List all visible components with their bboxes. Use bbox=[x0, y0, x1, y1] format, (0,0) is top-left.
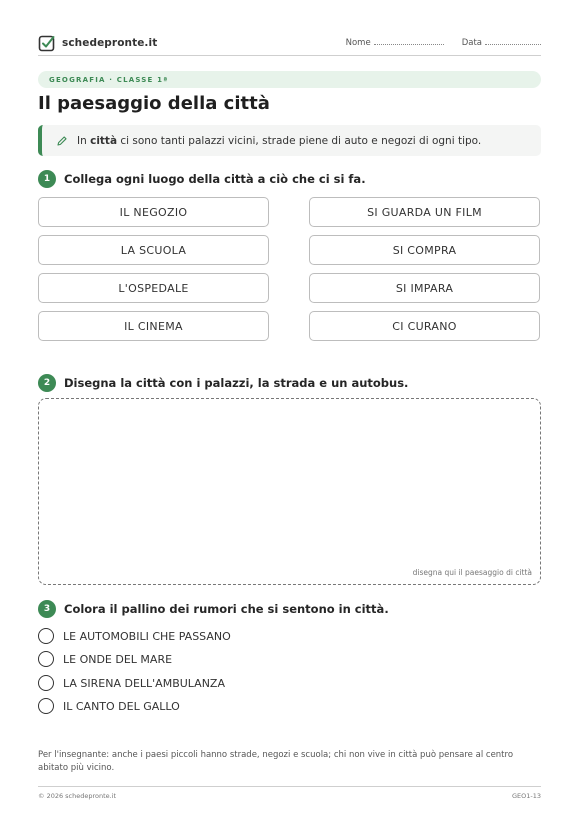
drawing-area[interactable] bbox=[38, 398, 541, 585]
page-footer bbox=[38, 786, 541, 800]
question-3-heading bbox=[38, 600, 389, 618]
date-label: Data bbox=[461, 38, 482, 48]
match-right-4[interactable]: CI CURANO bbox=[309, 311, 540, 341]
question-1-text: Collega ogni luogo della città a ciò che ci si fa. bbox=[64, 172, 366, 186]
question-2-heading bbox=[38, 374, 408, 392]
name-line bbox=[374, 37, 444, 45]
drawing-hint: disegna qui il paesaggio di città bbox=[412, 568, 532, 577]
option-label: IL CANTO DEL GALLO bbox=[63, 699, 180, 713]
question-1-heading bbox=[38, 170, 366, 188]
subject-badge: GEOGRAFIA · CLASSE 1ª bbox=[38, 71, 541, 88]
teacher-note: Per l'insegnante: anche i paesi piccoli hanno strade, negozi e scuola; chi non vive in città può pensare al centro abitato più vicino. bbox=[38, 750, 514, 773]
option-2[interactable] bbox=[38, 651, 172, 667]
question-1-number: 1 bbox=[38, 170, 56, 188]
option-circle[interactable] bbox=[38, 651, 54, 667]
brand-logo bbox=[38, 34, 157, 52]
name-label: Nome bbox=[345, 38, 371, 48]
question-2-text: Disegna la città con i palazzi, la strada e un autobus. bbox=[64, 376, 409, 390]
pencil-icon bbox=[56, 135, 68, 147]
checkbox-logo-icon bbox=[38, 34, 56, 52]
question-2-number: 2 bbox=[38, 374, 56, 392]
option-3[interactable] bbox=[38, 675, 225, 691]
option-circle[interactable] bbox=[38, 628, 54, 644]
page-header bbox=[38, 30, 541, 56]
option-label: LA SIRENA DELL'AMBULANZA bbox=[63, 676, 225, 690]
option-label: LE ONDE DEL MARE bbox=[63, 652, 173, 666]
match-left-1[interactable]: IL NEGOZIO bbox=[38, 197, 269, 227]
intro-keyword: città bbox=[90, 134, 118, 147]
option-4[interactable] bbox=[38, 698, 180, 714]
date-field[interactable] bbox=[462, 37, 541, 48]
match-right-2[interactable]: SI COMPRA bbox=[309, 235, 540, 265]
intro-box bbox=[38, 125, 541, 156]
name-field[interactable] bbox=[346, 37, 444, 48]
match-right-1[interactable]: SI GUARDA UN FILM bbox=[309, 197, 540, 227]
option-circle[interactable] bbox=[38, 698, 54, 714]
option-label: LE AUTOMOBILI CHE PASSANO bbox=[63, 629, 231, 643]
match-left-2[interactable]: LA SCUOLA bbox=[38, 235, 269, 265]
question-3-number: 3 bbox=[38, 600, 56, 618]
match-left-4[interactable]: IL CINEMA bbox=[38, 311, 269, 341]
date-line bbox=[485, 37, 541, 45]
option-1[interactable] bbox=[38, 628, 231, 644]
match-left-3[interactable]: L'OSPEDALE bbox=[38, 273, 269, 303]
match-right-3[interactable]: SI IMPARA bbox=[309, 273, 540, 303]
intro-text: In città ci sono tanti palazzi vicini, strade piene di auto e negozi di ogni tipo. bbox=[77, 134, 482, 147]
page-title: Il paesaggio della città bbox=[38, 93, 270, 114]
footer-code: GEO1-13 bbox=[511, 792, 541, 800]
option-circle[interactable] bbox=[38, 675, 54, 691]
footer-copyright: © 2026 schedepronte.it bbox=[38, 792, 117, 800]
student-fields bbox=[346, 37, 541, 48]
question-3-text: Colora il pallino dei rumori che si sentono in città. bbox=[64, 602, 389, 616]
brand-name: schedepronte.it bbox=[62, 36, 158, 49]
